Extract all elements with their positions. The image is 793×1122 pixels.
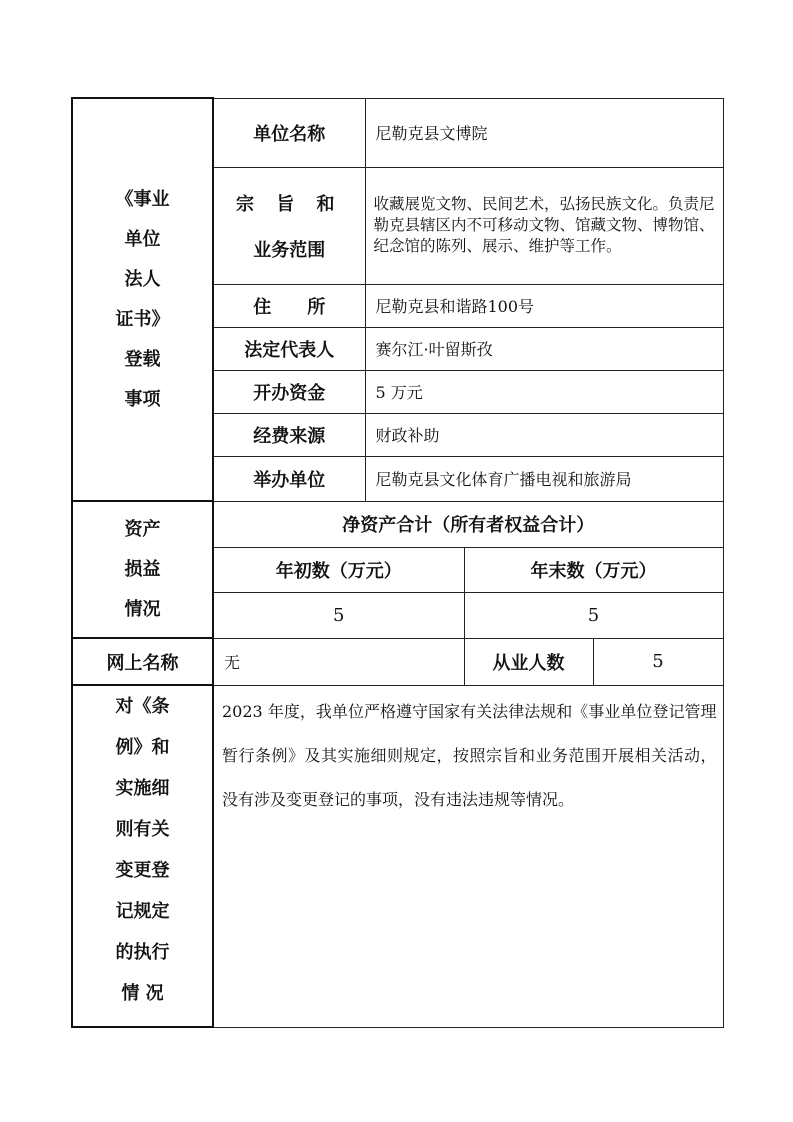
registration-label-line: 《事业: [115, 188, 170, 210]
registration-label-line: 单位: [124, 228, 161, 250]
execution-label-line: 的执行: [115, 942, 170, 963]
annual-report-form: [71, 97, 724, 1028]
address-label: 住所: [213, 284, 365, 327]
legal-rep-value: 赛尔江·叶留斯孜: [365, 327, 723, 370]
assets-label-line: 资产: [124, 518, 161, 540]
net-assets-heading: 净资产合计（所有者权益合计）: [213, 501, 723, 547]
unit-name-label: 单位名称: [213, 98, 365, 167]
purpose-label-line1: 宗 旨 和: [235, 193, 343, 215]
staff-count-value: 5: [593, 638, 723, 685]
purpose-label: [213, 167, 365, 284]
execution-label-line: 实施细: [115, 778, 170, 799]
execution-label-line: 则有关: [115, 819, 170, 840]
year-end-label: 年末数（万元）: [464, 547, 723, 592]
online-name-label: 网上名称: [72, 638, 213, 685]
staff-count-label: 从业人数: [464, 638, 593, 685]
registration-label-line: 证书》: [115, 308, 170, 330]
execution-text: 2023 年度，我单位严格遵守国家有关法律法规和《事业单位登记管理暂行条例》及其实施细则规定，按照宗旨和业务范围开展相关活动，没有涉及变更登记的事项，没有违法违规等情况。: [213, 685, 723, 1027]
assets-label-line: 损益: [124, 558, 161, 580]
execution-label-line: 对《条: [115, 696, 170, 717]
execution-label-line: 例》和: [115, 737, 170, 758]
unit-name-value: 尼勒克县文博院: [365, 98, 723, 167]
execution-label-line: 变更登: [115, 860, 170, 881]
execution-label-line: 记规定: [115, 901, 170, 922]
registration-label-line: 登载: [124, 348, 161, 370]
year-begin-value: 5: [213, 592, 464, 638]
execution-section-label: [72, 685, 213, 1027]
purpose-value: 收藏展览文物、民间艺术，弘扬民族文化。负责尼勒克县辖区内不可移动文物、馆藏文物、博物馆、纪念馆的陈列、展示、维护等工作。: [365, 167, 723, 284]
registration-label-line: 法人: [124, 268, 161, 290]
address-value: 尼勒克县和谐路100号: [365, 284, 723, 327]
execution-label-line: 情 况: [121, 983, 164, 1004]
sponsor-label: 举办单位: [213, 456, 365, 501]
sponsor-value: 尼勒克县文化体育广播电视和旅游局: [365, 456, 723, 501]
assets-section-label: [72, 501, 213, 638]
registration-section-label: [72, 98, 213, 501]
registration-label-line: 事项: [124, 388, 161, 410]
legal-rep-label: 法定代表人: [213, 327, 365, 370]
funds-value: 5 万元: [365, 370, 723, 413]
funds-label: 开办资金: [213, 370, 365, 413]
online-name-value: 无: [213, 638, 464, 685]
assets-label-line: 情况: [124, 598, 161, 620]
funding-source-value: 财政补助: [365, 413, 723, 456]
year-end-value: 5: [464, 592, 723, 638]
funding-source-label: 经费来源: [213, 413, 365, 456]
year-begin-label: 年初数（万元）: [213, 547, 464, 592]
purpose-label-line2: 业务范围: [253, 239, 326, 261]
